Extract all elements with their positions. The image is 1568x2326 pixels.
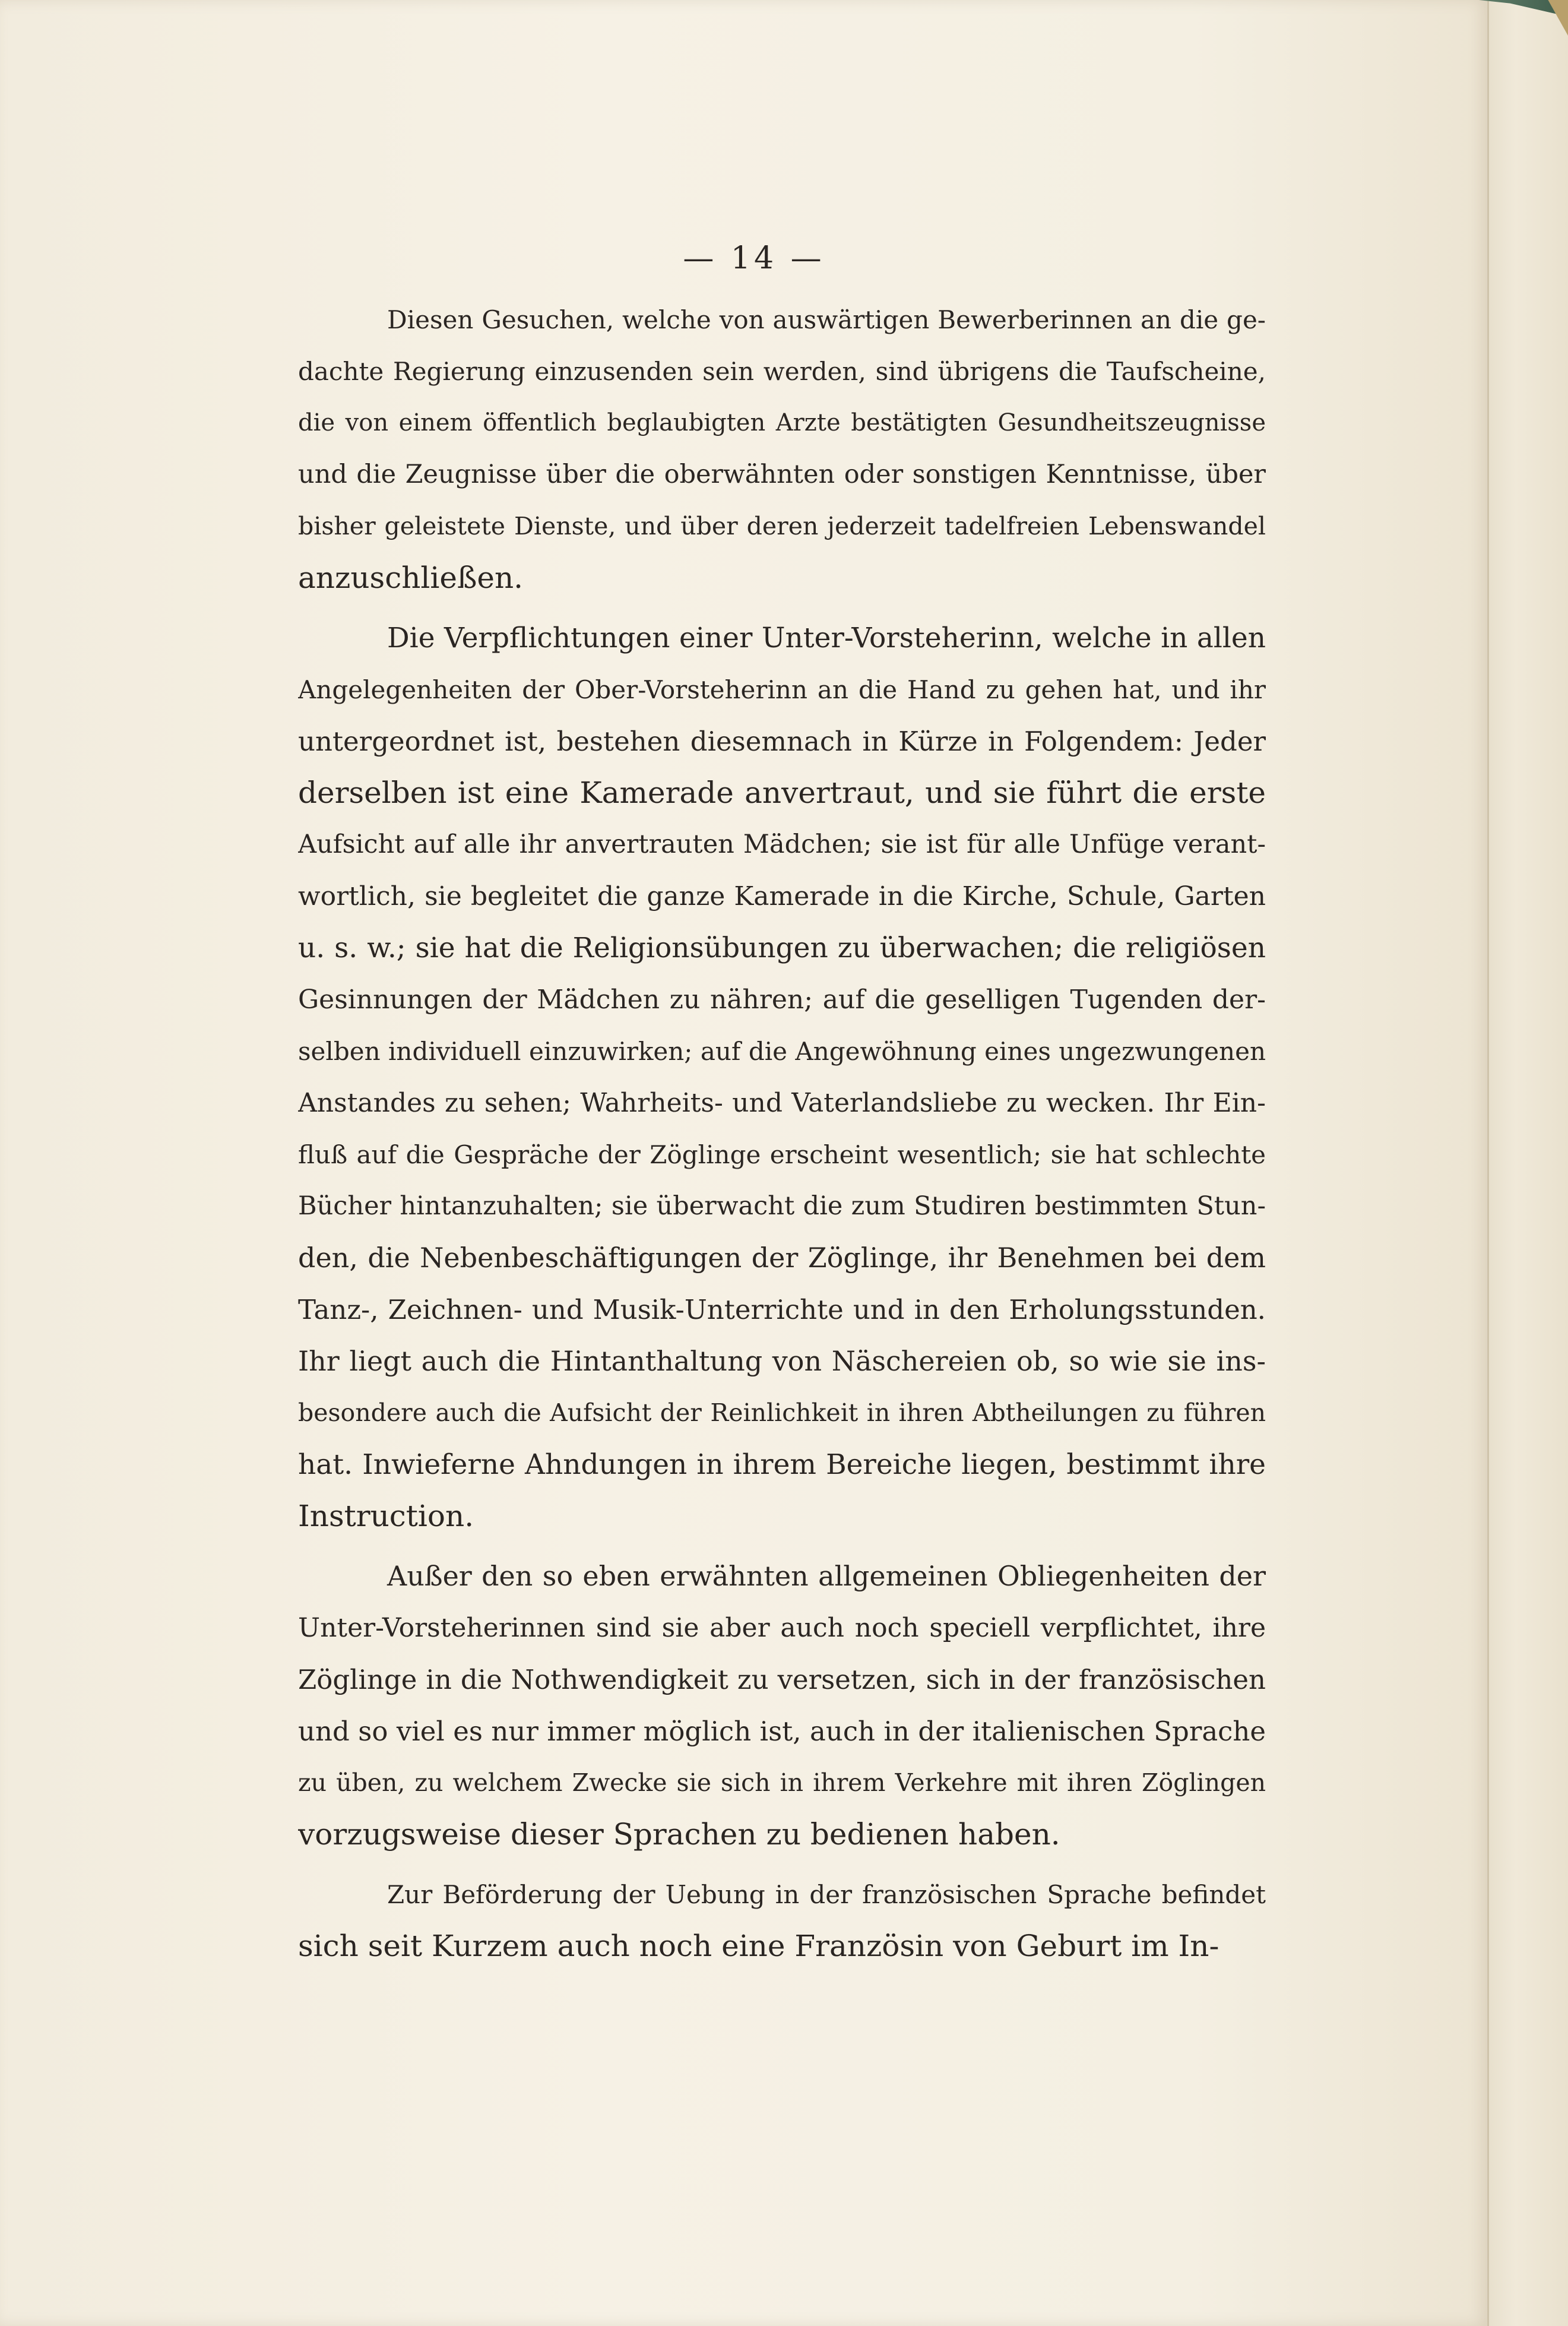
page-edge — [1487, 0, 1568, 2326]
text-line: Bücher hintanzuhalten; sie überwacht die zum Studiren bestimmten Stun- — [298, 1191, 1266, 1221]
text-line: den, die Nebenbeschäftigungen der Zöglinge, ihr Benehmen bei dem — [298, 1242, 1266, 1274]
text-line: Aufsicht auf alle ihr anvertrauten Mädchen; sie ist für alle Unfüge verant- — [298, 830, 1266, 859]
paragraph — [298, 1869, 1266, 1972]
paragraph-gap — [298, 1542, 1266, 1550]
paragraph-gap — [298, 1860, 1266, 1869]
text-line: Unter-Vorsteherinnen sind sie aber auch noch speciell verpflichtet, ihre — [298, 1613, 1266, 1643]
text-line: dachte Regierung einzusenden sein werden, sind übrigens die Taufscheine, — [298, 357, 1266, 386]
text-line: vorzugsweise dieser Sprachen zu bedienen haben. — [298, 1817, 1060, 1852]
text-line: bisher geleistete Dienste, und über deren jederzeit tadelfreien Lebenswandel — [298, 512, 1266, 540]
text-line: hat. Inwieferne Ahndungen in ihrem Bereiche liegen, bestimmt ihre — [298, 1448, 1266, 1481]
text-line: und so viel es nur immer möglich ist, auch in der italienischen Sprache — [298, 1716, 1266, 1747]
text-line: untergeordnet ist, bestehen diesemnach in Kürze in Folgendem: Jeder — [298, 726, 1266, 757]
text-line: Instruction. — [298, 1499, 474, 1533]
text-line: Diesen Gesuchen, welche von auswärtigen Bewerberinnen an die ge- — [387, 305, 1266, 334]
text-line: fluß auf die Gespräche der Zöglinge erscheint wesentlich; sie hat schlechte — [298, 1140, 1266, 1169]
text-line: u. s. w.; sie hat die Religionsübungen zu überwachen; die religiösen — [298, 932, 1266, 964]
text-line: zu üben, zu welchem Zwecke sie sich in ihrem Verkehre mit ihren Zöglingen — [298, 1768, 1266, 1797]
text-line: die von einem öffentlich beglaubigten Arzte bestätigten Gesundheitszeugnisse — [298, 409, 1266, 436]
paragraph — [298, 294, 1266, 604]
text-line: Zur Beförderung der Uebung in der französischen Sprache befindet — [387, 1880, 1266, 1909]
body-text — [298, 294, 1266, 1972]
text-line: Die Verpflichtungen einer Unter-Vorsteherinn, welche in allen — [387, 622, 1266, 654]
text-line: wortlich, sie begleitet die ganze Kamerade in die Kirche, Schule, Garten — [298, 881, 1266, 912]
text-line: Ihr liegt auch die Hintanthaltung von Näschereien ob, so wie sie ins- — [298, 1345, 1266, 1377]
text-line: selben individuell einzuwirken; auf die Angewöhnung eines ungezwungenen — [298, 1037, 1266, 1066]
text-line: Gesinnungen der Mädchen zu nähren; auf die geselligen Tugenden der- — [298, 985, 1266, 1015]
text-line: sich seit Kurzem auch noch eine Französin von Geburt im In- — [298, 1929, 1219, 1963]
text-line: besondere auch die Aufsicht der Reinlichkeit in ihren Abtheilungen zu führen — [298, 1398, 1266, 1427]
text-line: Tanz-, Zeichnen- und Musik-Unterrichte und in den Erholungsstunden. — [298, 1294, 1266, 1325]
text-line: Angelegenheiten der Ober-Vorsteherinn an die Hand zu gehen hat, und ihr — [298, 675, 1266, 704]
text-line: Zöglinge in die Nothwendigkeit zu versetzen, sich in der französischen — [298, 1664, 1266, 1695]
text-line: derselben ist eine Kamerade anvertraut, und sie führt die erste — [298, 776, 1266, 810]
paragraph-gap — [298, 604, 1266, 612]
text-line: anzuschließen. — [298, 561, 524, 595]
text-line: und die Zeugnisse über die oberwähnten oder sonstigen Kenntnisse, über — [298, 460, 1266, 489]
paragraph — [298, 612, 1266, 1542]
page-number: — 14 — — [683, 240, 825, 276]
binding-line — [1487, 0, 1489, 2326]
text-line: Anstandes zu sehen; Wahrheits- und Vaterlandsliebe zu wecken. Ihr Ein- — [298, 1088, 1266, 1118]
paragraph — [298, 1550, 1266, 1860]
text-line: Außer den so eben erwähnten allgemeinen Obliegenheiten der — [387, 1560, 1266, 1592]
